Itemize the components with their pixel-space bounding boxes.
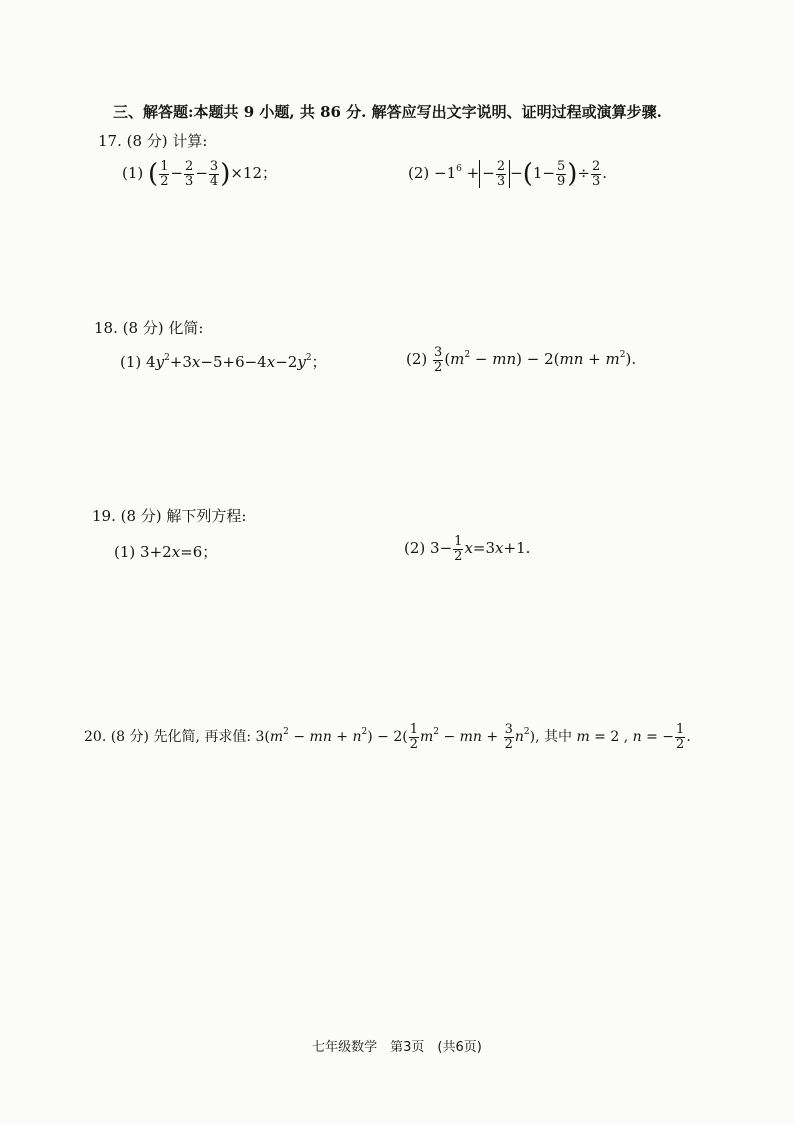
q17-p2-abs: − $\frac{2}{3}$ [479, 160, 510, 188]
q19-part2: (2) 3− $\frac{1}{2}$ x=3x+1. [404, 534, 531, 564]
q17-p1-rparen: ) [220, 159, 231, 190]
q17-p2-endfrac: $\frac{2}{3}$ [591, 159, 601, 189]
q19-p2-frac: $\frac{1}{2}$ [454, 534, 463, 564]
page-footer: 七年级数学 第3页 (共6页) [312, 1040, 482, 1055]
q20-frac2: $\frac{3}{2}$ [504, 722, 513, 752]
q17-p1-frac3: $\frac{3}{4}$ [209, 159, 219, 189]
q19-part1: (1) 3+2x=6； [114, 543, 218, 561]
q17-part1: (1) ( $\frac{1}{2}$ − $\frac{2}{3}$ − $\frac{3}{4}$ )×12； [122, 159, 277, 190]
q17-p2-a: −1 [434, 164, 457, 183]
q17-p1-lparen: ( [148, 159, 159, 190]
section-header: 三、解答题:本题共 9 小题, 共 86 分. 解答应写出文字说明、证明过程或演算步骤. [113, 103, 662, 121]
q17-part2: $(2) -1^6$ + − $\frac{2}{3}$ −(1− $\frac{5}{9}$ )÷ $\frac{2}{3}$ . [408, 159, 608, 190]
q17-p1-frac1: $\frac{1}{2}$ [160, 159, 169, 189]
q18-p1-label: (1) [120, 353, 142, 371]
q20-frac3: $\frac{1}{2}$ [676, 722, 685, 752]
q19-label: 19. (8 分) 解下列方程: [92, 507, 247, 525]
q17-p1-tail: ×12； [230, 164, 277, 183]
q17-p1-frac2: $\frac{2}{3}$ [185, 159, 194, 189]
q17-p2-minus: − [510, 164, 523, 183]
q17-p1-label: (1) [122, 164, 144, 183]
q17-p2-plus: + [466, 164, 480, 183]
q20-line: 20. (8 分) 先化简, 再求值: $3(m^2$ − mn + $n^2) - 2$( $\frac{1}{2}$ $m^2$ − mn + $\frac{3}{2}$ $n^2$), 其中 m = 2 , n = − $\frac{1}{2}$ . [84, 722, 691, 752]
q17-p2-end: . [602, 164, 608, 183]
q17-p2-one: 1− [532, 164, 555, 183]
q20-label: 20. (8 分) 先化简, 再求值: [84, 729, 256, 746]
q17-p2-div: ÷ [577, 164, 590, 183]
q18-part1: (1) $4y^2+3x-5+6-4x-2y^2$； [120, 353, 327, 371]
q18-part2: (2) $\frac{3}{2}$ $(m^2 - mn) - 2(mn + m^2)$. [406, 345, 637, 375]
q18-label: 18. (8 分) 化简: [94, 319, 204, 337]
q19-p2-label: (2) [404, 539, 426, 558]
q17-p2-exp: 6 [456, 164, 462, 175]
q20-frac1: $\frac{1}{2}$ [409, 722, 418, 752]
q18-p2-frac: $\frac{3}{2}$ [434, 345, 443, 375]
q17-p2-frac: $\frac{5}{9}$ [556, 159, 566, 189]
q17-label: 17. (8 分) 计算: [98, 132, 208, 150]
q18-p2-label: (2) [406, 350, 428, 369]
q19-p1-label: (1) [114, 543, 136, 561]
q17-p2-label: (2) [408, 164, 430, 183]
